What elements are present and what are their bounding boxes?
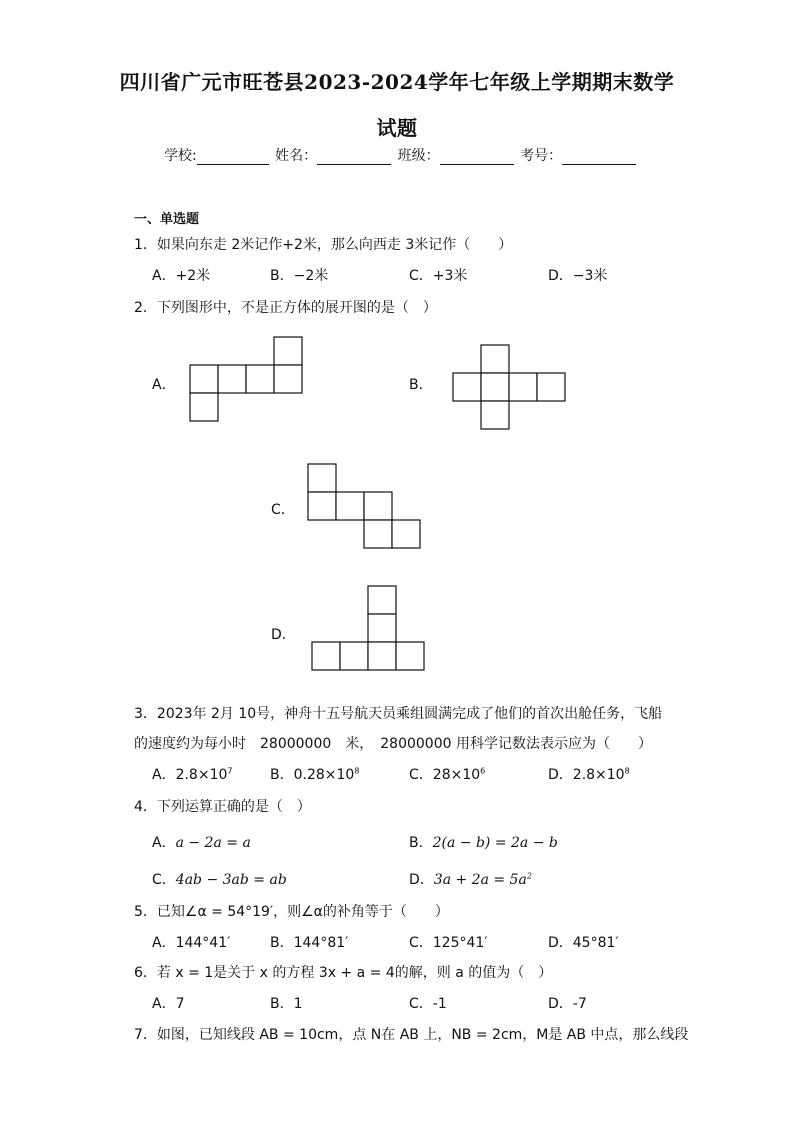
net-b (453, 345, 565, 429)
q5-option-c: C．125°41′ (409, 935, 488, 951)
question-6-stem: 6．若 x = 1是关于 x 的方程 3x + a = 4的解，则 a 的值为（ ） (134, 965, 553, 981)
net-a-square (246, 365, 274, 393)
net-d-square (368, 614, 396, 642)
question-3-stem-line1: 3．2023年 2月 10号，神舟十五号航天员乘组圆满完成了他们的首次出舱任务，飞船 (134, 706, 663, 722)
q2-option-c-label: C． (271, 502, 295, 518)
exam-title-line1: 四川省广元市旺苍县2023-2024学年七年级上学期期末数学 (119, 70, 675, 94)
q4-option-a: A．a − 2a = a (152, 835, 251, 851)
question-3-stem-line2: 的速度约为每小时 28000000 米， 28000000 用科学记数法表示应为（ ） (134, 736, 652, 752)
school-label: 学校: (164, 148, 197, 164)
net-c-square (364, 492, 392, 520)
q3-option-c: C．$28\times 10^6$ (409, 766, 486, 783)
question-4-stem: 4．下列运算正确的是（ ） (134, 799, 311, 815)
question-1-stem: 1．如果向东走 2米记作+2米，那么向西走 3米记作（ ） (134, 237, 513, 253)
q1-option-d: D．−3米 (548, 268, 608, 284)
q6-option-c: C．-1 (409, 996, 447, 1012)
net-b-square (537, 373, 565, 401)
net-c-square (308, 492, 336, 520)
net-b-square (453, 373, 481, 401)
net-c (308, 464, 420, 548)
net-a-square (274, 337, 302, 365)
class-label: 班级： (397, 148, 440, 164)
net-a-square (190, 365, 218, 393)
question-7-stem: 7．如图，已知线段 AB = 10cm，点 N在 AB 上，NB = 2cm，M是 AB 中点，那么线段 (134, 1027, 689, 1043)
net-d-square (340, 642, 368, 670)
name-label: 姓名： (275, 148, 318, 164)
net-c-square (308, 464, 336, 492)
q1-option-c: C．+3米 (409, 268, 468, 284)
section-title: 一、单选题 (134, 212, 200, 227)
q2-option-b-label: B． (409, 377, 433, 393)
q1-option-a: A．+2米 (152, 268, 211, 284)
net-a-square (274, 365, 302, 393)
q2-option-d-label: D． (271, 627, 296, 643)
net-a-square (218, 365, 246, 393)
q6-option-b: B．1 (270, 996, 303, 1012)
net-d-square (368, 642, 396, 670)
q4-option-c: C．4ab − 3ab = ab (152, 872, 287, 888)
net-a-square (190, 393, 218, 421)
q1-option-b: B．−2米 (270, 268, 329, 284)
q3-option-d: D．$2.8\times 10^8$ (548, 766, 630, 783)
net-d (312, 586, 424, 670)
exam-title-line2: 试题 (376, 116, 418, 140)
net-a (190, 337, 302, 421)
net-d-square (396, 642, 424, 670)
net-c-square (392, 520, 420, 548)
net-b-square (481, 401, 509, 429)
net-d-square (368, 586, 396, 614)
q4-option-d: D．$3a + 2a = 5a^2$ (409, 871, 532, 888)
q3-option-a: A．$2.8\times 10^7$ (152, 766, 233, 783)
net-b-square (481, 373, 509, 401)
q6-option-a: A．7 (152, 996, 185, 1012)
q2-option-a-label: A． (152, 377, 176, 393)
net-d-square (312, 642, 340, 670)
q5-option-a: A．144°41′ (152, 935, 231, 951)
question-5-stem: 5．已知∠α = 54°19′，则∠α的补角等于（ ） (134, 904, 449, 920)
net-c-square (336, 492, 364, 520)
q5-option-b: B．144°81′ (270, 935, 349, 951)
q5-option-d: D．45°81′ (548, 935, 619, 951)
net-b-square (509, 373, 537, 401)
q3-option-b: B．$0.28\times 10^8$ (270, 766, 360, 783)
q4-option-b: B．2(a − b) = 2a − b (409, 835, 558, 851)
number-label: 考号： (520, 148, 563, 164)
q6-option-d: D．-7 (548, 996, 587, 1012)
net-c-square (364, 520, 392, 548)
question-2-stem: 2．下列图形中，不是正方体的展开图的是（ ） (134, 300, 437, 316)
net-b-square (481, 345, 509, 373)
